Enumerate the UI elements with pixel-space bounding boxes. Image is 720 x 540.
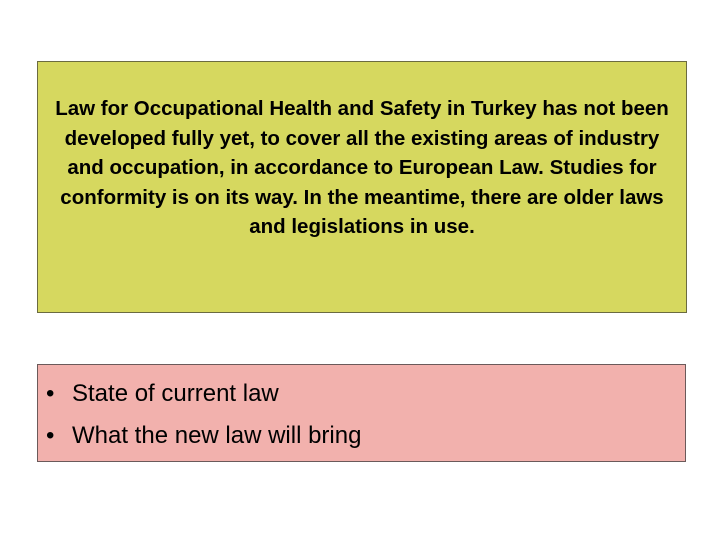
bullet-list-box xyxy=(37,364,686,462)
bullet-icon: • xyxy=(46,380,55,407)
intro-text-box xyxy=(37,61,687,313)
bullet-text-state-of-current-law: State of current law xyxy=(72,380,279,407)
list-item xyxy=(46,415,361,457)
intro-paragraph: Law for Occupational Health and Safety in Turkey has not been developed fully yet, to cover all the existing areas of industry and occupation, in accordance to European Law. Studies for conformity is on its way. In the meantime, there are older laws and legislations in use. xyxy=(55,97,669,238)
bullet-list xyxy=(46,373,361,457)
bullet-text-new-law: What the new law will bring xyxy=(72,422,362,449)
bullet-icon: • xyxy=(46,422,55,449)
list-item xyxy=(46,373,361,415)
